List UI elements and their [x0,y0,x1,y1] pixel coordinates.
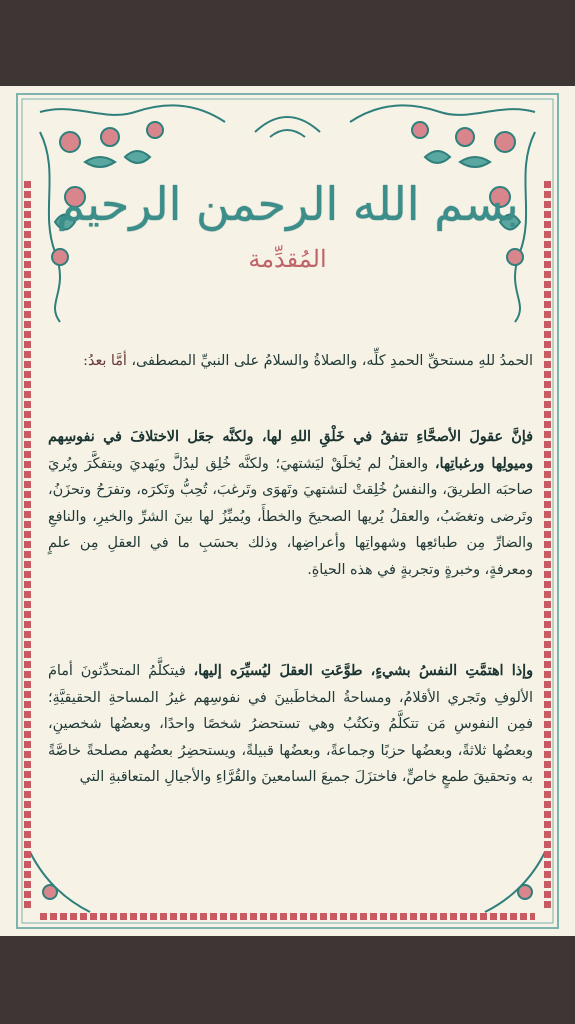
paragraph-2-lead: فإنَّ عقولَ الأصحَّاءِ تتفقُ في خَلْقِ اللهِ لها، ولكنَّه جعَل الاختلافَ في نفوسِهم وميولِها ورغباتِها، [48,429,533,472]
paragraph-3-text: فيتكلَّمُ المتحدِّثونَ أمامَ الألوفِ وتَجري الأقلامُ، ومساحةُ المخاطَبينَ في نفوسِهم غيرُ المساحةِ الحقيقيَّةِ؛ فمِن النفوسِ مَن تتكلَّمُ وتكتُبُ وهي تستحضرُ شخصًا واحدًا، وبعضُها شخصينِ، وبعضُها ثلاثةً، وبعضُها حزبًا وجماعةً، وبعضُها قبيلةً، ويستحضِرُ بعضُهم مصلحةً خاصَّةً به وتحقيقَ طمعٍ خاصٍّ، فاختزَلَ جميعَ السامعينَ والقُرَّاءِ والأجيالِ المتعاقبةِ التي [48,663,533,785]
document-page [0,86,575,936]
dashed-border-left [24,181,31,911]
paragraph-1-text: الحمدُ للهِ مستحقِّ الحمدِ كلِّه، والصلاةُ والسلامُ على النبيِّ المصطفى، [126,353,533,369]
top-center-ornament [255,117,320,137]
paragraph-2-text: والعقلُ لم يُخلَقْ ليَشتهيَ؛ ولكنَّه خُلِق ليدُلَّ ويَهديَ ويتفكَّرَ ويُريَ صاحبَه الطريقَ، والنفسُ خُلِقتْ لتشتهيَ وتَهوَى وتَرغبَ، تُحِبُّ وتَكرَه، وتفرَحُ وتحزَنُ، وتَرضى وتغضَبُ، والعقلُ يُريها الصحيحَ والخطأَ، ويُميِّزُ لها بينَ الشرِّ والخيرِ، والنافعِ والضارِّ مِن طبائعِها وشهواتِها وأعراضِها، وذلك بحسَبِ ما في العقلِ مِن علمٍ ومعرفةٍ، وخبرةٍ وتجربةٍ في هذه الحياةِ. [48,455,533,578]
bottom-ornament-left [30,852,90,912]
paragraph-1 [48,348,533,375]
section-heading: المُقدِّمة [248,245,327,273]
bottom-ornament-right [485,852,545,912]
dashed-border-right [544,181,551,911]
title-block [0,177,575,273]
paragraph-2 [48,424,533,583]
paragraph-3-lead: وإذا اهتمَّتِ النفسُ بشيءٍ، طوَّعَتِ العقلَ ليُسيِّرَه إليها، [193,663,533,679]
paragraph-3 [48,658,533,791]
amma-baad: أمَّا بعدُ: [83,353,127,369]
dashed-border-bottom [40,913,535,920]
bismillah-heading: بسم الله الرحمن الرحيم [56,177,519,231]
